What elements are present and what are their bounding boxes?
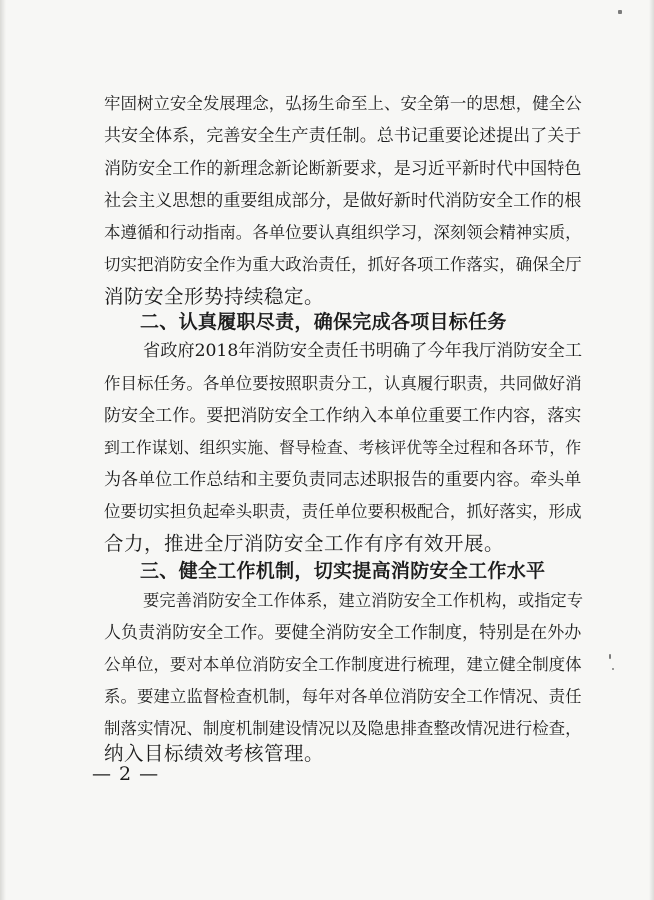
body-text-line: 社会主义思想的重要组成部分，是做好新时代消防安全工作的根 [104,191,582,211]
scan-edge-right [649,0,654,900]
page-number: — 2 — [92,763,160,785]
body-text-line: 人负责消防安全工作。要健全消防安全工作制度，特别是在外办 [104,623,582,643]
body-text-line: 省政府2018年消防安全责任书明确了今年我厅消防安全工 [143,341,583,361]
scan-speck [612,668,614,670]
section-heading-2: 二、认真履职尽责，确保完成各项目标任务 [140,311,507,333]
body-text-line: 位要切实担负起牵头职责，责任单位要积极配合，抓好落实，形成 [104,502,582,521]
body-text-line: 防安全工作。要把消防安全工作纳入本单位重要工作内容，落实 [104,406,582,426]
section-heading-3: 三、健全工作机制，切实提高消防安全工作水平 [140,560,546,582]
body-text-line: 牢固树立安全发展理念，弘扬生命至上、安全第一的思想，健全公 [104,94,582,113]
scan-speck [609,654,611,659]
body-text-line: 系。要建立监督检查机制，每年对各单位消防安全工作情况、责任 [104,687,582,706]
body-text-line: 制落实情况、制度机制建设情况以及隐患排查整改情况进行检查， [104,719,582,738]
body-text-line: 要完善消防安全工作体系，建立消防安全工作机构，或指定专 [143,591,584,610]
body-text-line: 纳入目标绩效考核管理。 [104,742,325,765]
body-text-line: 公单位，要对本单位消防安全工作制度进行梳理，建立健全制度体 [104,655,582,674]
scan-edge-left [0,0,6,900]
body-text-line: 本遵循和行动指南。各单位要认真组织学习，深刻领会精神实质， [104,223,582,242]
body-text-line: 切实把消防安全作为重大政治责任，抓好各项工作落实，确保全厅 [104,255,582,274]
body-text-line: 作目标任务。各单位要按照职责分工，认真履行职责，共同做好消 [104,374,582,393]
body-text-line: 为各单位工作总结和主要负责同志述职报告的重要内容。牵头单 [104,470,582,490]
body-text-line: 消防安全工作的新理念新论断新要求，是习近平新时代中国特色 [104,159,582,179]
scan-speck [618,10,622,14]
body-text-line: 到工作谋划、组织实施、督导检查、考核评优等全过程和各环节，作 [104,438,582,457]
body-text-line: 消防安全形势持续稳定。 [104,285,325,308]
body-text-line: 合力，推进全厅消防安全工作有序有效开展。 [104,532,505,555]
body-text-line: 共安全体系，完善安全生产责任制。总书记重要论述提出了关于 [104,126,582,146]
